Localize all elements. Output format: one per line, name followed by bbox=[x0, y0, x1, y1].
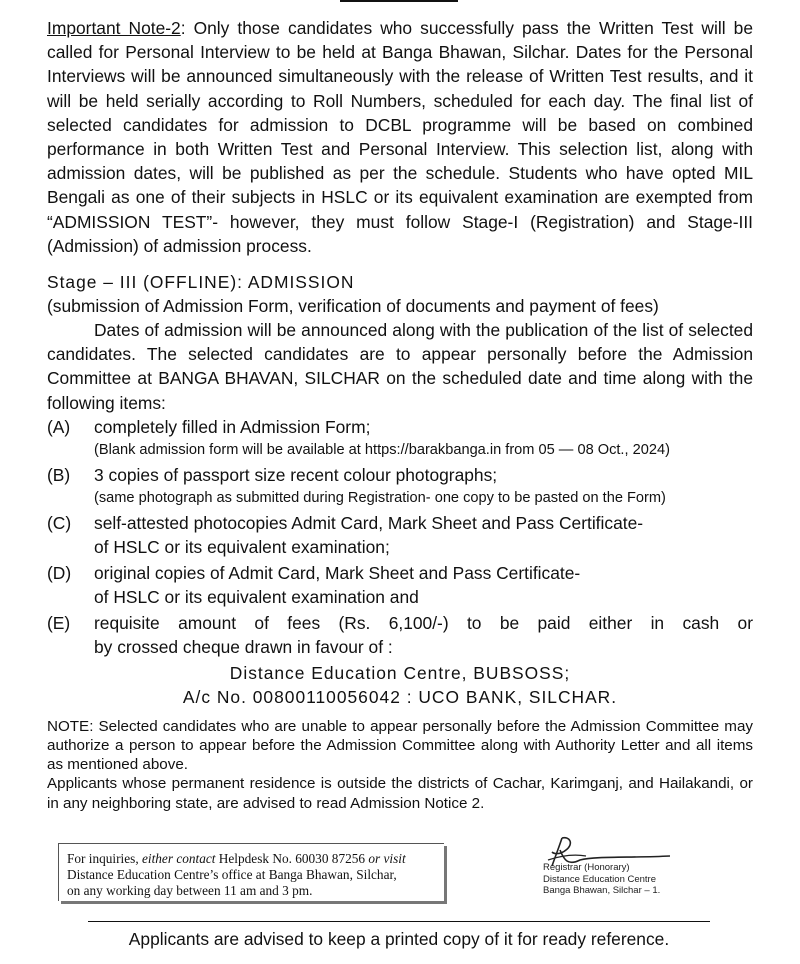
important-note-label: Important Note-2 bbox=[47, 18, 181, 38]
required-items-list bbox=[47, 415, 753, 659]
list-item bbox=[47, 415, 753, 461]
stage-three-section bbox=[47, 270, 753, 709]
top-divider bbox=[340, 0, 458, 2]
inquiry-line-3: on any working day between 11 am and 3 pm. bbox=[67, 883, 313, 898]
item-note: (Blank admission form will be available at https://barakbanga.in from 05 — 08 Oct., 2024) bbox=[94, 441, 670, 458]
inquiry-italic: either contact bbox=[141, 851, 216, 866]
footer-note: Applicants are advised to keep a printed copy of it for ready reference. bbox=[128, 929, 670, 949]
item-text-continued: of HSLC or its equivalent examination and bbox=[94, 586, 419, 607]
item-text-continued: of HSLC or its equivalent examination; bbox=[94, 536, 390, 557]
inquiry-line-1 bbox=[67, 851, 436, 867]
footer-divider bbox=[88, 921, 710, 922]
payee-name: Distance Education Centre, BUBSOSS; bbox=[229, 662, 571, 683]
item-key: (D) bbox=[47, 562, 72, 583]
note-block bbox=[47, 717, 753, 813]
inquiry-text: For inquiries, bbox=[67, 851, 142, 866]
important-note-paragraph bbox=[47, 16, 753, 258]
item-key: (B) bbox=[47, 464, 71, 485]
item-text: requisite amount of fees (Rs. 6,100/-) to be paid either in cash or bbox=[94, 612, 753, 633]
note-residence: Applicants whose permanent residence is outside the districts of Cachar, Karimganj, and Hailakandi, or in any neighboring state, are advised to read Admission Notice 2. bbox=[47, 775, 753, 812]
item-key: (A) bbox=[47, 416, 71, 437]
item-note: (same photograph as submitted during Registration- one copy to be pasted on the Form) bbox=[94, 489, 666, 506]
inquiry-box bbox=[58, 843, 444, 901]
payee-account: A/c No. 00800110056042 : UCO BANK, SILCHAR. bbox=[182, 686, 618, 707]
item-text: 3 copies of passport size recent colour photographs; bbox=[94, 464, 498, 485]
stage-three-intro: Dates of admission will be announced along with the publication of the list of selected candidates. The selected candidates are to appear personally before the Admission Committee at BANGA BHAVAN, SILCHAR on the scheduled date and time along with the following items: bbox=[47, 320, 753, 413]
list-item bbox=[47, 561, 753, 609]
item-key: (C) bbox=[47, 512, 72, 533]
inquiry-italic: or visit bbox=[368, 851, 406, 866]
signature-office: Distance Education Centre bbox=[543, 873, 657, 885]
item-text: original copies of Admit Card, Mark Sheet and Pass Certificate- bbox=[94, 562, 581, 583]
item-text: completely filled in Admission Form; bbox=[94, 416, 371, 437]
signature-address: Banga Bhawan, Silchar – 1. bbox=[543, 885, 661, 896]
item-text: self-attested photocopies Admit Card, Mark Sheet and Pass Certificate- bbox=[94, 512, 644, 533]
signature-title: Registrar (Honorary) bbox=[543, 862, 630, 873]
list-item bbox=[47, 611, 753, 659]
stage-three-subtitle: (submission of Admission Form, verification of documents and payment of fees) bbox=[47, 296, 659, 317]
list-item bbox=[47, 511, 753, 559]
inquiry-line-2: Distance Education Centre’s office at Banga Bhawan, Silchar, bbox=[67, 867, 397, 882]
stage-three-title: Stage – III (OFFLINE): ADMISSION bbox=[47, 272, 355, 293]
notice-page bbox=[47, 16, 753, 813]
signature-block bbox=[543, 862, 660, 897]
note-authorization: NOTE: Selected candidates who are unable to appear personally before the Admission Committee may authorize a person to appear before the Admission Committee along with Authority Letter and all items as mentioned above. bbox=[47, 717, 753, 774]
list-item bbox=[47, 463, 753, 509]
important-note-text: : Only those candidates who successfully pass the Written Test will be called for Personal Interview to be held at Banga Bhawan, Silchar. Dates for the Personal Interviews will be announced simultaneously with the release of Written Test results, and it will be held serially according to Roll Numbers, scheduled for each day. The final list of selected candidates for admission to DCBL programme will be based on combined performance in both Written Test and Personal Interview. This selection list, along with admission dates, will be published as per the schedule. Students who have opted MIL Bengali as one of their subjects in HSLC or its equivalent examination are exempted from “ADMISSION TEST”- however, they must follow Stage-I (Registration) and Stage-III (Admission) of admission process. bbox=[47, 18, 753, 256]
inquiry-helpdesk: Helpdesk No. 60030 87256 bbox=[215, 851, 369, 866]
item-key: (E) bbox=[47, 612, 71, 633]
item-text-continued: by crossed cheque drawn in favour of : bbox=[94, 636, 393, 657]
